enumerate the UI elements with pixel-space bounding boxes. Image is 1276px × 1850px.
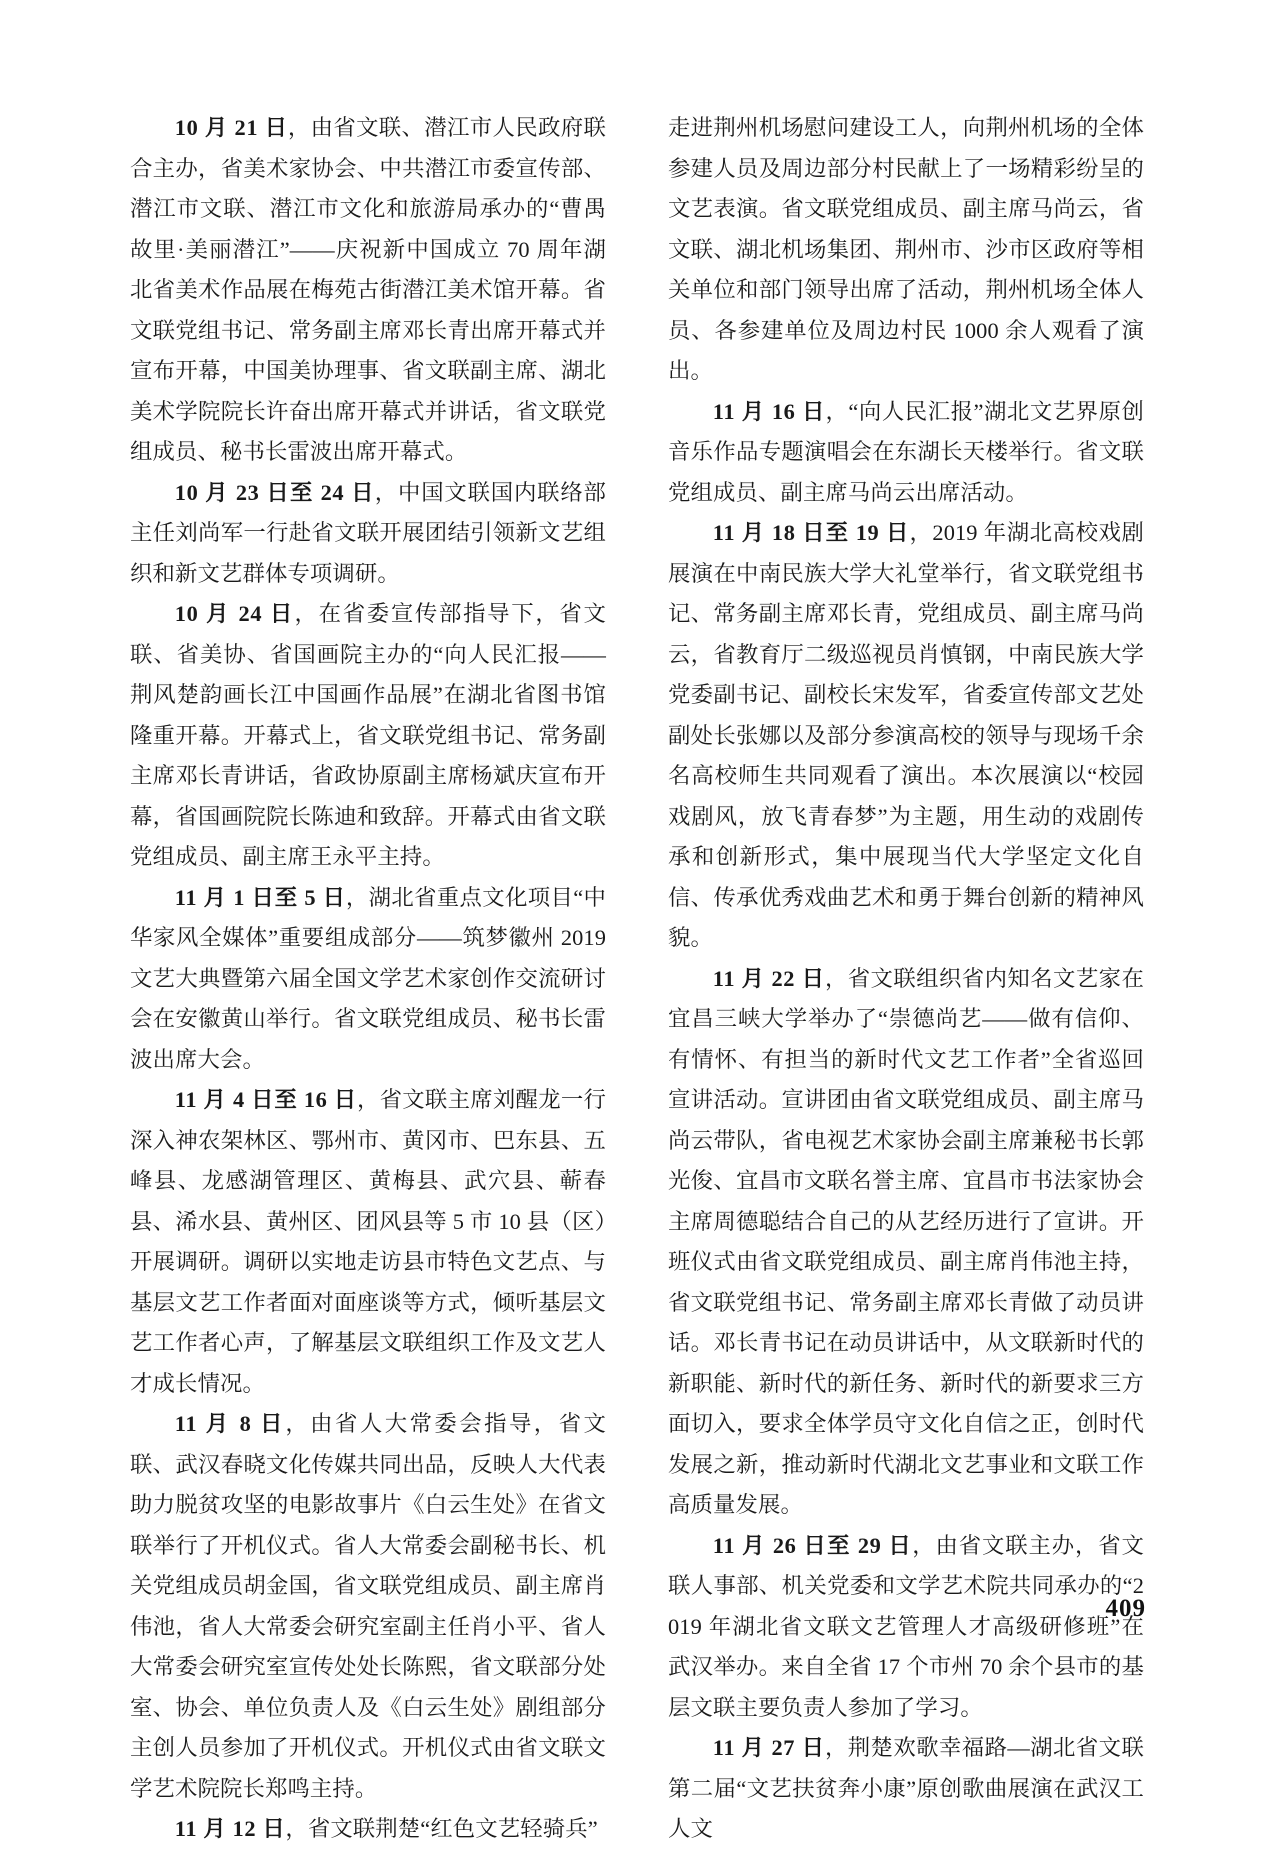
- entry-date-separator: ，: [824, 1735, 848, 1760]
- entry-body: 省文联主席刘醒龙一行深入神农架林区、鄂州市、黄冈市、巴东县、五峰县、龙感湖管理区、黄梅县、武穴县、蕲春县、浠水县、黄州区、团风县等 5 市 10 县（区）开展调研。调研以实地走访县市特色文艺点、与基层文艺工作者面对面座谈等方式，倾听基层文艺工作者心声，了解基层文联组织工作及文艺人才成长情况。: [130, 1087, 606, 1396]
- entry-date: 11 月 16 日: [712, 398, 826, 424]
- entry-body: 省文联荆楚“红色文艺轻骑兵”: [307, 1816, 598, 1841]
- entry-date-separator: ，: [374, 479, 398, 505]
- entry-date: 10 月 23 日至 24 日: [174, 479, 375, 505]
- entry-date-separator: ，: [285, 1816, 308, 1841]
- entry-date: 11 月 1 日至 5 日: [174, 884, 346, 910]
- chronicle-entry: [668, 959, 1144, 1526]
- entry-body: 湖北省重点文化项目“中华家风全媒体”重要组成部分——筑梦徽州 2019 文艺大典暨第六届全国文学艺术家创作交流研讨会在安徽黄山举行。省文联党组成员、秘书长雷波出席大会。: [130, 884, 606, 1072]
- chronicle-entry: [130, 1809, 606, 1850]
- entry-date-separator: ，: [909, 520, 933, 545]
- entry-date: 11 月 18 日至 19 日: [712, 520, 910, 545]
- two-column-body: [130, 108, 1146, 1850]
- entry-body: 由省人大常委会指导，省文联、武汉春晓文化传媒共同出品，反映人大代表助力脱贫攻坚的电影故事片《白云生处》在省文联举行了开机仪式。省人大常委会副秘书长、机关党组成员胡金国，省文联党组成员、副主席肖伟池，省人大常委会研究室副主任肖小平、省人大常委会研究室宣传处处长陈熙，省文联部分处室、协会、单位负责人及《白云生处》剧组部分主创人员参加了开机仪式。开机仪式由省文联文学艺术院院长郑鸣主持。: [130, 1411, 606, 1801]
- entry-date-separator: ，: [356, 1087, 380, 1112]
- chronicle-entry: [130, 1080, 606, 1404]
- entry-date-separator: ，: [294, 601, 319, 626]
- entry-date: 10 月 21 日: [174, 115, 288, 140]
- chronicle-entry: [668, 1728, 1144, 1850]
- chronicle-entry: [130, 878, 606, 1081]
- entry-date-separator: ，: [287, 115, 311, 140]
- chronicle-entry: [668, 392, 1144, 514]
- entry-date: 11 月 4 日至 16 日: [174, 1087, 357, 1112]
- entry-body: 由省文联、潜江市人民政府联合主办，省美术家协会、中共潜江市委宣传部、潜江市文联、潜江市文化和旅游局承办的“曹禺故里·美丽潜江”——庆祝新中国成立 70 周年湖北省美术作品展在梅苑古街潜江美术馆开幕。省文联党组书记、常务副主席邓长青出席开幕式并宣布开幕，中国美协理事、省文联副主席、湖北美术学院院长许奋出席开幕式并讲话，省文联党组成员、秘书长雷波出席开幕式。: [130, 115, 606, 464]
- entry-date: 11 月 12 日: [174, 1816, 286, 1841]
- entry-date-separator: ，: [825, 398, 849, 424]
- chronicle-entry: [130, 108, 606, 473]
- entry-body: 在省委宣传部指导下，省文联、省美协、省国画院主办的“向人民汇报——荆风楚韵画长江中国画作品展”在湖北省图书馆隆重开幕。开幕式上，省文联党组书记、常务副主席邓长青讲话，省政协原副主席杨斌庆宣布开幕，省国画院院长陈迪和致辞。开幕式由省文联党组成员、副主席王永平主持。: [130, 601, 606, 869]
- right-column: [668, 108, 1144, 1850]
- chronicle-entry: [668, 1526, 1144, 1729]
- entry-date: 11 月 8 日: [174, 1411, 286, 1436]
- entry-body: 2019 年湖北高校戏剧展演在中南民族大学大礼堂举行，省文联党组书记、常务副主席邓长青，党组成员、副主席马尚云，省教育厅二级巡视员肖慎钢，中南民族大学党委副书记、副校长宋发军，省委宣传部文艺处副处长张娜以及部分参演高校的领导与现场千余名高校师生共同观看了演出。本次展演以“校园戏剧风，放飞青春梦”为主题，用生动的戏剧传承和创新形式，集中展现当代大学坚定文化自信、传承优秀戏曲艺术和勇于舞台创新的精神风貌。: [668, 520, 1144, 950]
- chronicle-entry: [668, 513, 1144, 959]
- entry-date-separator: ，: [285, 1411, 311, 1436]
- entry-date: 11 月 22 日: [712, 965, 825, 991]
- chronicle-entry: [130, 1404, 606, 1809]
- entry-body: 荆楚欢歌幸福路—湖北省文联第二届“文艺扶贫奔小康”原创歌曲展演在武汉工人文: [668, 1735, 1144, 1841]
- entry-date-separator: ，: [345, 884, 369, 910]
- entry-body: “向人民汇报”湖北文艺界原创音乐作品专题演唱会在东湖长天楼举行。省文联党组成员、副主席马尚云出席活动。: [668, 398, 1144, 505]
- entry-date-separator: ，: [824, 965, 848, 991]
- entry-date: 10 月 24 日: [174, 601, 295, 626]
- entry-date-separator: ，: [912, 1532, 936, 1558]
- entry-body: 由省文联主办，省文联人事部、机关党委和文学艺术院共同承办的“2019 年湖北省文联文艺管理人才高级研修班”在武汉举办。来自全省 17 个市州 70 余个县市的基层文联主要负责人参加了学习。: [668, 1532, 1144, 1720]
- entry-body: 中国文联国内联络部主任刘尚军一行赴省文联开展团结引领新文艺组织和新文艺群体专项调研。: [130, 479, 606, 586]
- chronicle-entry: [130, 473, 606, 595]
- left-column: [130, 108, 606, 1850]
- paragraph-continuation: [668, 108, 1144, 392]
- entry-date: 11 月 27 日: [712, 1735, 825, 1760]
- entry-body: 省文联组织省内知名文艺家在宜昌三峡大学举办了“崇德尚艺——做有信仰、有情怀、有担当的新时代文艺工作者”全省巡回宣讲活动。宣讲团由省文联党组成员、副主席马尚云带队，省电视艺术家协会副主席兼秘书长郭光俊、宜昌市文联名誉主席、宜昌市书法家协会主席周德聪结合自己的从艺经历进行了宣讲。开班仪式由省文联党组成员、副主席肖伟池主持，省文联党组书记、常务副主席邓长青做了动员讲话。邓长青书记在动员讲话中，从文联新时代的新职能、新时代的新任务、新时代的新要求三方面切入，要求全体学员守文化自信之正，创时代发展之新，推动新时代湖北文艺事业和文联工作高质量发展。: [668, 965, 1144, 1517]
- entry-date: 11 月 26 日至 29 日: [712, 1532, 913, 1558]
- chronicle-entry: [130, 594, 606, 878]
- page-number: 409: [1105, 1595, 1146, 1622]
- entry-body: 走进荆州机场慰问建设工人，向荆州机场的全体参建人员及周边部分村民献上了一场精彩纷呈的文艺表演。省文联党组成员、副主席马尚云，省文联、湖北机场集团、荆州市、沙市区政府等相关单位和部门领导出席了活动，荆州机场全体人员、各参建单位及周边村民 1000 余人观看了演出。: [668, 115, 1144, 383]
